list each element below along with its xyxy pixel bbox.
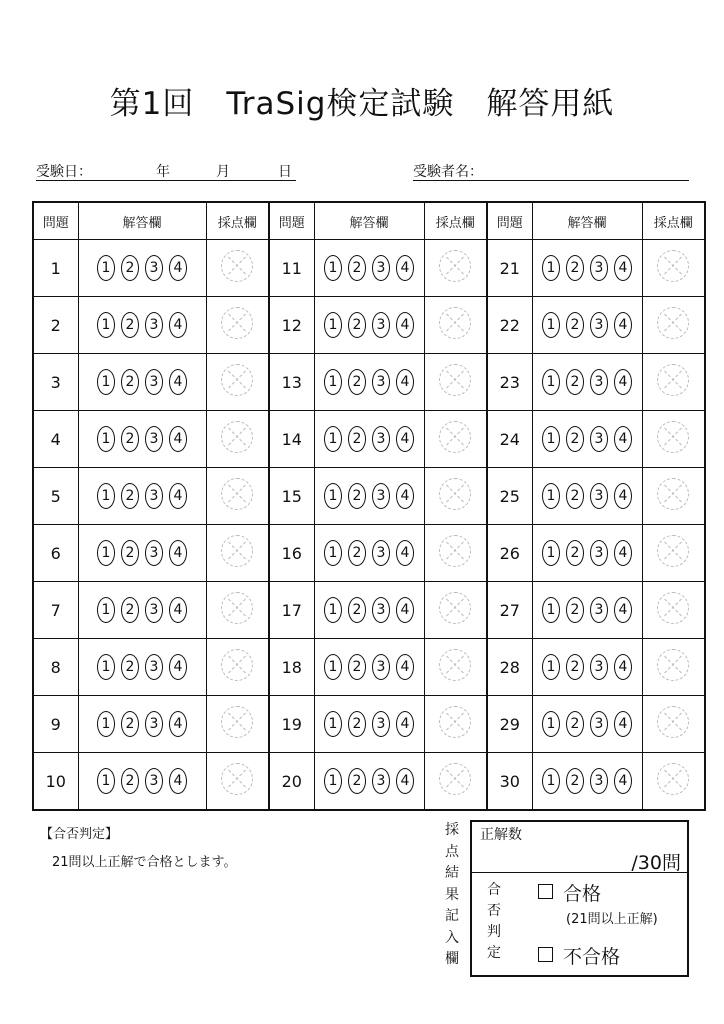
score-cell[interactable]: [642, 297, 705, 354]
answer-choices: [314, 696, 424, 753]
answer-choice-bubble[interactable]: 2: [348, 711, 366, 737]
answer-choice-bubble[interactable]: 4: [396, 540, 414, 566]
score-mark-icon: [657, 421, 689, 453]
score-cell[interactable]: [424, 411, 487, 468]
answer-choice-bubble[interactable]: 3: [372, 483, 390, 509]
answer-choice-bubble[interactable]: 3: [372, 597, 390, 623]
score-mark-icon: [221, 763, 253, 795]
score-mark-icon: [221, 421, 253, 453]
question-number: 21: [487, 240, 532, 297]
answer-choice-bubble[interactable]: 3: [145, 255, 163, 281]
answer-choice-bubble[interactable]: 4: [169, 654, 187, 680]
answer-choice-bubble[interactable]: 1: [542, 540, 560, 566]
score-cell[interactable]: [424, 354, 487, 411]
answer-choice-bubble[interactable]: 1: [97, 711, 115, 737]
question-number: 6: [33, 525, 78, 582]
year-label: 年: [156, 164, 170, 180]
answer-choice-bubble[interactable]: 2: [566, 483, 584, 509]
answer-choice-bubble[interactable]: 1: [542, 768, 560, 794]
answer-choice-bubble[interactable]: 3: [590, 426, 608, 452]
score-cell[interactable]: [424, 468, 487, 525]
table-row: [33, 297, 705, 354]
answer-choice-bubble[interactable]: 4: [614, 369, 632, 395]
answer-choice-bubble[interactable]: 1: [324, 426, 342, 452]
question-number: 20: [269, 753, 314, 811]
score-mark-icon: [657, 649, 689, 681]
question-number: 12: [269, 297, 314, 354]
score-mark-icon: [439, 478, 471, 510]
answer-choice-bubble[interactable]: 4: [396, 654, 414, 680]
answer-choice-bubble[interactable]: 4: [169, 483, 187, 509]
answer-choice-bubble[interactable]: 1: [97, 255, 115, 281]
answer-choice-bubble[interactable]: 4: [396, 768, 414, 794]
answer-choice-bubble[interactable]: 2: [566, 255, 584, 281]
answer-choice-bubble[interactable]: 1: [97, 312, 115, 338]
judgement-label: 合 否 判 定: [487, 882, 501, 961]
score-mark-icon: [657, 535, 689, 567]
answer-choice-bubble[interactable]: 4: [396, 426, 414, 452]
question-number: 28: [487, 639, 532, 696]
pass-option-note: (21問以上正解): [566, 912, 658, 927]
answer-choice-bubble[interactable]: 3: [372, 312, 390, 338]
score-cell[interactable]: [206, 468, 269, 525]
answer-choices: [314, 639, 424, 696]
answer-choice-bubble[interactable]: 4: [614, 255, 632, 281]
answer-choices: [532, 240, 642, 297]
result-side-label: 採 点 結 果 記 入 欄: [445, 822, 459, 967]
question-number-header: 問題: [269, 202, 314, 240]
question-number: 24: [487, 411, 532, 468]
answer-choice-bubble[interactable]: 2: [348, 312, 366, 338]
exam-date-field[interactable]: [36, 158, 296, 181]
answer-choice-bubble[interactable]: 4: [614, 711, 632, 737]
answer-choice-bubble[interactable]: 3: [372, 369, 390, 395]
score-mark-icon: [439, 649, 471, 681]
answer-choice-bubble[interactable]: 3: [145, 540, 163, 566]
answer-choice-bubble[interactable]: 3: [372, 711, 390, 737]
score-cell[interactable]: [642, 411, 705, 468]
answer-choice-bubble[interactable]: 1: [97, 483, 115, 509]
answer-choice-bubble[interactable]: 1: [324, 654, 342, 680]
answer-choice-bubble[interactable]: 4: [396, 597, 414, 623]
question-number: 5: [33, 468, 78, 525]
score-mark-icon: [657, 364, 689, 396]
score-cell[interactable]: [206, 354, 269, 411]
score-cell[interactable]: [424, 639, 487, 696]
answer-choice-bubble[interactable]: 3: [145, 312, 163, 338]
answer-choice-bubble[interactable]: 4: [614, 426, 632, 452]
month-label: 月: [216, 164, 230, 180]
score-mark-icon: [221, 649, 253, 681]
answer-choices: [78, 753, 206, 811]
question-number: 7: [33, 582, 78, 639]
score-mark-icon: [439, 307, 471, 339]
score-cell[interactable]: [206, 753, 269, 811]
score-mark-icon: [221, 364, 253, 396]
answer-choice-bubble[interactable]: 2: [566, 369, 584, 395]
pass-criteria-heading: 【合否判定】: [40, 827, 119, 842]
question-number: 1: [33, 240, 78, 297]
question-number: 9: [33, 696, 78, 753]
table-row: [33, 639, 705, 696]
answer-choice-bubble[interactable]: 3: [145, 768, 163, 794]
answer-choices: [532, 582, 642, 639]
question-number: 10: [33, 753, 78, 811]
answer-choice-bubble[interactable]: 2: [121, 711, 139, 737]
answer-choice-bubble[interactable]: 1: [324, 312, 342, 338]
score-cell[interactable]: [424, 525, 487, 582]
answer-choices: [314, 753, 424, 811]
answer-choice-bubble[interactable]: 2: [566, 654, 584, 680]
score-mark-icon: [657, 763, 689, 795]
answer-choice-bubble[interactable]: 4: [614, 654, 632, 680]
answer-choice-bubble[interactable]: 3: [590, 369, 608, 395]
score-cell[interactable]: [424, 297, 487, 354]
answer-choice-bubble[interactable]: 1: [542, 483, 560, 509]
answer-choice-bubble[interactable]: 1: [324, 711, 342, 737]
score-cell[interactable]: [424, 696, 487, 753]
answer-choice-bubble[interactable]: 3: [145, 654, 163, 680]
answer-choice-bubble[interactable]: 3: [372, 768, 390, 794]
question-number: 18: [269, 639, 314, 696]
correct-count-field[interactable]: [472, 822, 687, 873]
answer-choices: [78, 696, 206, 753]
result-box: [470, 820, 689, 977]
answer-column-header: 解答欄: [314, 202, 424, 240]
score-mark-icon: [657, 592, 689, 624]
answer-choices: [314, 468, 424, 525]
question-number: 17: [269, 582, 314, 639]
answer-choice-bubble[interactable]: 1: [97, 369, 115, 395]
table-header-row: [33, 202, 705, 240]
question-number: 3: [33, 354, 78, 411]
answer-choice-bubble[interactable]: 3: [590, 597, 608, 623]
answer-choice-bubble[interactable]: 4: [614, 540, 632, 566]
answer-choices: [78, 297, 206, 354]
answer-choice-bubble[interactable]: 4: [169, 597, 187, 623]
answer-choices: [78, 582, 206, 639]
answer-choice-bubble[interactable]: 4: [169, 768, 187, 794]
answer-choices: [78, 639, 206, 696]
score-mark-icon: [439, 535, 471, 567]
answer-choice-bubble[interactable]: 2: [566, 540, 584, 566]
answer-choice-bubble[interactable]: 1: [97, 426, 115, 452]
answer-choice-bubble[interactable]: 2: [121, 540, 139, 566]
question-number-header: 問題: [33, 202, 78, 240]
score-cell[interactable]: [424, 753, 487, 811]
answer-choice-bubble[interactable]: 1: [324, 369, 342, 395]
score-cell[interactable]: [206, 582, 269, 639]
answer-choices: [532, 753, 642, 811]
answer-choices: [78, 240, 206, 297]
score-cell[interactable]: [424, 240, 487, 297]
question-number: 19: [269, 696, 314, 753]
answer-choices: [532, 639, 642, 696]
answer-choice-bubble[interactable]: 2: [348, 654, 366, 680]
answer-choice-bubble[interactable]: 3: [145, 426, 163, 452]
answer-choices: [532, 297, 642, 354]
score-cell[interactable]: [206, 240, 269, 297]
question-number: 23: [487, 354, 532, 411]
answer-choice-bubble[interactable]: 4: [169, 426, 187, 452]
answer-choice-bubble[interactable]: 2: [121, 369, 139, 395]
score-column-header: 採点欄: [424, 202, 487, 240]
score-cell[interactable]: [642, 582, 705, 639]
table-row: [33, 411, 705, 468]
correct-count-label: 正解数: [480, 827, 522, 843]
answer-choice-bubble[interactable]: 3: [372, 255, 390, 281]
pass-option-label: 合格: [563, 883, 602, 905]
answer-choice-bubble[interactable]: 4: [396, 369, 414, 395]
question-number: 11: [269, 240, 314, 297]
score-cell[interactable]: [642, 639, 705, 696]
answer-choice-bubble[interactable]: 4: [614, 483, 632, 509]
question-number: 15: [269, 468, 314, 525]
answer-choice-bubble[interactable]: 3: [590, 483, 608, 509]
question-number: 29: [487, 696, 532, 753]
score-mark-icon: [439, 364, 471, 396]
score-cell[interactable]: [424, 582, 487, 639]
answer-choices: [78, 411, 206, 468]
score-column-header: 採点欄: [642, 202, 705, 240]
page-title: 第1回 TraSig検定試験 解答用紙: [109, 86, 615, 122]
pass-checkbox-icon[interactable]: [538, 884, 553, 899]
examinee-name-field[interactable]: [413, 158, 689, 181]
answer-choice-bubble[interactable]: 3: [145, 483, 163, 509]
answer-choice-bubble[interactable]: 2: [348, 540, 366, 566]
answer-choices: [532, 696, 642, 753]
answer-choice-bubble[interactable]: 1: [97, 540, 115, 566]
answer-choices: [532, 525, 642, 582]
answer-choice-bubble[interactable]: 3: [590, 768, 608, 794]
score-mark-icon: [439, 592, 471, 624]
fail-option[interactable]: [538, 942, 620, 969]
answer-choice-bubble[interactable]: 1: [324, 768, 342, 794]
score-mark-icon: [439, 763, 471, 795]
answer-choice-bubble[interactable]: 4: [169, 369, 187, 395]
answer-choice-bubble[interactable]: 2: [348, 483, 366, 509]
score-cell[interactable]: [642, 468, 705, 525]
pass-criteria-text: 21問以上正解で合格とします。: [52, 855, 237, 870]
date-label: 受験日：: [36, 164, 92, 180]
answer-choices: [532, 354, 642, 411]
question-number: 22: [487, 297, 532, 354]
table-row: [33, 582, 705, 639]
answer-choice-bubble[interactable]: 1: [542, 255, 560, 281]
score-mark-icon: [221, 592, 253, 624]
answer-choice-bubble[interactable]: 1: [97, 768, 115, 794]
answer-choice-bubble[interactable]: 3: [590, 711, 608, 737]
answer-choice-bubble[interactable]: 3: [590, 540, 608, 566]
score-mark-icon: [657, 478, 689, 510]
answer-choice-bubble[interactable]: 2: [566, 768, 584, 794]
answer-choice-bubble[interactable]: 4: [169, 540, 187, 566]
answer-choice-bubble[interactable]: 1: [542, 654, 560, 680]
answer-choice-bubble[interactable]: 1: [324, 255, 342, 281]
score-column-header: 採点欄: [206, 202, 269, 240]
score-cell[interactable]: [642, 525, 705, 582]
answer-choice-bubble[interactable]: 2: [566, 711, 584, 737]
answer-choice-bubble[interactable]: 3: [145, 711, 163, 737]
answer-choice-bubble[interactable]: 4: [396, 711, 414, 737]
answer-choice-bubble[interactable]: 2: [121, 426, 139, 452]
score-cell[interactable]: [642, 696, 705, 753]
score-cell[interactable]: [206, 297, 269, 354]
answer-choice-bubble[interactable]: 3: [372, 426, 390, 452]
answer-choice-bubble[interactable]: 2: [348, 597, 366, 623]
question-number: 25: [487, 468, 532, 525]
score-mark-icon: [439, 706, 471, 738]
table-row: [33, 753, 705, 811]
answer-choice-bubble[interactable]: 2: [121, 597, 139, 623]
score-mark-icon: [439, 250, 471, 282]
score-cell[interactable]: [206, 411, 269, 468]
score-mark-icon: [221, 307, 253, 339]
answer-choices: [314, 582, 424, 639]
answer-choice-bubble[interactable]: 1: [324, 540, 342, 566]
table-row: [33, 354, 705, 411]
answer-choice-bubble[interactable]: 2: [348, 768, 366, 794]
answer-column-header: 解答欄: [78, 202, 206, 240]
answer-choices: [532, 468, 642, 525]
question-number-header: 問題: [487, 202, 532, 240]
answer-choice-bubble[interactable]: 4: [396, 483, 414, 509]
answer-choice-bubble[interactable]: 2: [566, 312, 584, 338]
answer-choice-bubble[interactable]: 3: [372, 654, 390, 680]
answer-choice-bubble[interactable]: 4: [614, 312, 632, 338]
answer-choice-bubble[interactable]: 1: [542, 711, 560, 737]
score-mark-icon: [221, 250, 253, 282]
question-number: 14: [269, 411, 314, 468]
answer-choice-bubble[interactable]: 4: [169, 312, 187, 338]
question-number: 16: [269, 525, 314, 582]
answer-choice-bubble[interactable]: 2: [121, 768, 139, 794]
answer-choice-bubble[interactable]: 2: [121, 312, 139, 338]
answer-choice-bubble[interactable]: 2: [121, 255, 139, 281]
score-cell[interactable]: [206, 639, 269, 696]
answer-choice-bubble[interactable]: 3: [590, 654, 608, 680]
question-number: 30: [487, 753, 532, 811]
score-mark-icon: [657, 706, 689, 738]
score-mark-icon: [657, 250, 689, 282]
question-number: 13: [269, 354, 314, 411]
table-row: [33, 468, 705, 525]
answer-choice-bubble[interactable]: 4: [614, 768, 632, 794]
answer-choice-bubble[interactable]: 3: [590, 312, 608, 338]
score-mark-icon: [657, 307, 689, 339]
question-number: 2: [33, 297, 78, 354]
score-cell[interactable]: [206, 696, 269, 753]
answer-choices: [78, 525, 206, 582]
question-number: 27: [487, 582, 532, 639]
answer-choice-bubble[interactable]: 3: [145, 597, 163, 623]
answer-choices: [314, 411, 424, 468]
answer-choices: [314, 240, 424, 297]
pass-option[interactable]: [538, 879, 601, 906]
answer-column-header: 解答欄: [532, 202, 642, 240]
answer-choice-bubble[interactable]: 1: [542, 597, 560, 623]
table-row: [33, 240, 705, 297]
answer-choices: [78, 468, 206, 525]
answer-choice-bubble[interactable]: 4: [614, 597, 632, 623]
score-cell[interactable]: [642, 240, 705, 297]
score-mark-icon: [439, 421, 471, 453]
score-cell[interactable]: [642, 354, 705, 411]
answer-choice-bubble[interactable]: 1: [324, 597, 342, 623]
answer-choices: [314, 297, 424, 354]
answer-choice-bubble[interactable]: 4: [396, 312, 414, 338]
answer-choices: [78, 354, 206, 411]
answer-choice-bubble[interactable]: 2: [348, 255, 366, 281]
answer-choice-bubble[interactable]: 2: [566, 426, 584, 452]
question-number: 8: [33, 639, 78, 696]
answer-choice-bubble[interactable]: 1: [97, 654, 115, 680]
score-cell[interactable]: [206, 525, 269, 582]
score-mark-icon: [221, 706, 253, 738]
score-cell[interactable]: [642, 753, 705, 811]
answer-choice-bubble[interactable]: 3: [145, 369, 163, 395]
answer-choice-bubble[interactable]: 2: [121, 483, 139, 509]
answer-choice-bubble[interactable]: 2: [348, 369, 366, 395]
answer-choice-bubble[interactable]: 4: [169, 711, 187, 737]
table-row: [33, 696, 705, 753]
score-mark-icon: [221, 535, 253, 567]
answer-choice-bubble[interactable]: 4: [396, 255, 414, 281]
answer-choice-bubble[interactable]: 1: [542, 312, 560, 338]
answer-table: [32, 201, 706, 811]
answer-choice-bubble[interactable]: 1: [542, 426, 560, 452]
answer-choices: [532, 411, 642, 468]
name-label: 受験者名：: [413, 164, 483, 180]
answer-choices: [314, 354, 424, 411]
fail-option-label: 不合格: [563, 946, 621, 968]
correct-count-total: /30問: [631, 852, 681, 874]
answer-choice-bubble[interactable]: 1: [324, 483, 342, 509]
answer-choice-bubble[interactable]: 2: [566, 597, 584, 623]
answer-choice-bubble[interactable]: 2: [121, 654, 139, 680]
answer-choice-bubble[interactable]: 1: [542, 369, 560, 395]
day-label: 日: [278, 164, 292, 180]
answer-choice-bubble[interactable]: 1: [97, 597, 115, 623]
question-number: 26: [487, 525, 532, 582]
score-mark-icon: [221, 478, 253, 510]
answer-choice-bubble[interactable]: 3: [590, 255, 608, 281]
answer-choice-bubble[interactable]: 3: [372, 540, 390, 566]
question-number: 4: [33, 411, 78, 468]
answer-choice-bubble[interactable]: 4: [169, 255, 187, 281]
table-row: [33, 525, 705, 582]
answer-choice-bubble[interactable]: 2: [348, 426, 366, 452]
fail-checkbox-icon[interactable]: [538, 947, 553, 962]
answer-choices: [314, 525, 424, 582]
